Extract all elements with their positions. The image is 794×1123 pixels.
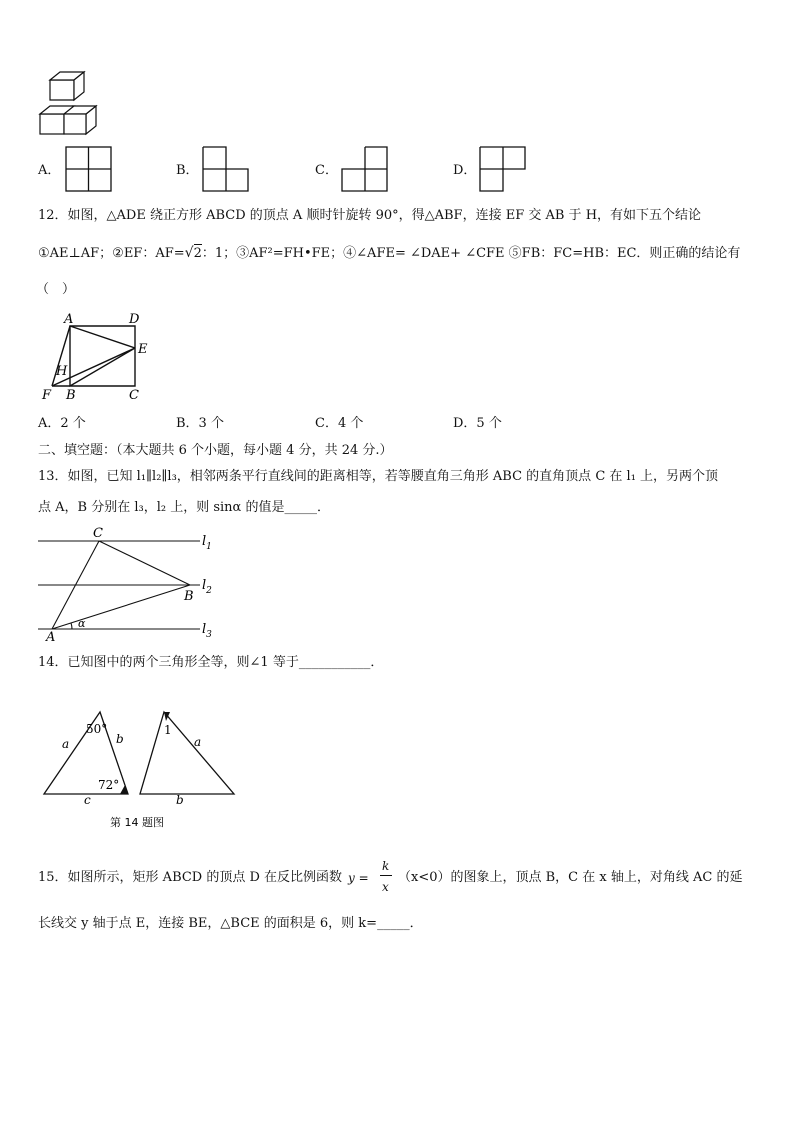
q13-l3-sub: 3 xyxy=(206,630,212,640)
q14-label-c1: c xyxy=(84,793,91,807)
q12-label-e: E xyxy=(138,342,148,357)
q12-label-a: A xyxy=(64,312,74,327)
q14-label-b1: b xyxy=(116,732,124,746)
q12-line2 xyxy=(38,246,740,260)
q13-l3: l xyxy=(202,622,207,637)
q15-func-num: k xyxy=(382,859,390,873)
q15-line1-post: （x<0）的图象上，顶点 B，C 在 x 轴上，对角线 AC 的延 xyxy=(398,870,743,885)
q14-label-a1: a xyxy=(62,737,70,751)
q13-parallel-lines-figure xyxy=(38,528,228,643)
q14-label-50: 50° xyxy=(86,722,108,736)
q11-option-c-label: C． xyxy=(315,163,338,178)
q11-option-c-figure xyxy=(341,146,389,192)
q15-fraction-bar xyxy=(380,875,392,876)
q13-line2: 点 A，B 分别在 l₃，l₂ 上，则 sinα 的值是_____． xyxy=(38,500,330,515)
q13-label-c: C xyxy=(93,526,103,541)
q13-l2: l xyxy=(202,578,207,593)
q11-option-d-figure xyxy=(479,146,527,192)
q12-label-h: H xyxy=(56,364,68,379)
q12-line1: 12．如图，△ADE 绕正方形 ABCD 的顶点 A 顺时针旋转 90°，得△ABF，连接 EF 交 AB 于 H，有如下五个结论 xyxy=(38,208,702,223)
q12-sqrt-arg: 2 xyxy=(193,246,202,261)
q12-answer-paren: （ ） xyxy=(36,282,76,297)
q14-label-72: 72° xyxy=(98,778,120,792)
q11-option-d-label: D． xyxy=(453,163,477,178)
q11-option-b-label: B． xyxy=(176,163,199,178)
q13-l1-sub: 1 xyxy=(206,542,212,552)
q13-label-l3 xyxy=(202,622,212,640)
q15-line2: 长线交 y 轴于点 E，连接 BE，△BCE 的面积是 6，则 k=_____． xyxy=(38,916,423,931)
q13-label-l1 xyxy=(202,534,212,552)
q14-line: 14．已知图中的两个三角形全等，则∠1 等于___________． xyxy=(38,655,384,670)
q12-option-b: B．3 个 xyxy=(176,416,224,431)
q12-option-d: D．5 个 xyxy=(453,416,502,431)
q13-l2-sub: 2 xyxy=(206,586,212,596)
q14-triangles-figure xyxy=(38,700,248,840)
cube-stack-figure xyxy=(38,78,118,138)
q13-l1: l xyxy=(202,534,207,549)
q13-label-alpha: α xyxy=(78,617,86,630)
q13-label-a: A xyxy=(46,630,56,645)
q12-square-figure xyxy=(38,310,168,403)
q12-label-c: C xyxy=(129,388,139,403)
q13-line1: 13．如图，已知 l₁∥l₂∥l₃，相邻两条平行直线间的距离相等，若等腰直角三角形 ABC 的直角顶点 C 在 l₁ 上，另两个顶 xyxy=(38,469,719,484)
q12-label-d: D xyxy=(129,312,140,327)
q12-line2-pre: ①AE⊥AF；②EF：AF= xyxy=(38,246,185,261)
q12-label-f: F xyxy=(42,388,52,403)
q11-option-a-label: A． xyxy=(38,163,61,178)
q13-label-l2 xyxy=(202,578,212,596)
q12-option-a: A．2 个 xyxy=(38,416,86,431)
q15-line1-pre: 15．如图所示，矩形 ABCD 的顶点 D 在反比例函数 xyxy=(38,870,343,885)
q14-label-a2: a xyxy=(194,735,202,749)
section-2-heading: 二、填空题：（本大题共 6 个小题，每小题 4 分，共 24 分.） xyxy=(38,443,393,458)
q11-option-a-figure xyxy=(65,146,113,192)
q14-caption: 第 14 题图 xyxy=(110,816,164,829)
q12-option-c: C．4 个 xyxy=(315,416,364,431)
sqrt-symbol: √ xyxy=(184,245,194,261)
q13-label-b: B xyxy=(184,589,194,604)
q12-line2-post: ：1；③AF²=FH•FE；④∠AFE= ∠DAE+ ∠CFE ⑤FB：FC=HB：EC．则正确的结论有 xyxy=(201,246,741,261)
q11-option-b-figure xyxy=(202,146,250,192)
q14-label-1: 1 xyxy=(164,723,172,737)
q12-label-b: B xyxy=(66,388,76,403)
q14-label-b2: b xyxy=(176,793,184,807)
q15-func-y: y = xyxy=(348,871,369,885)
q15-func-den: x xyxy=(382,880,389,894)
